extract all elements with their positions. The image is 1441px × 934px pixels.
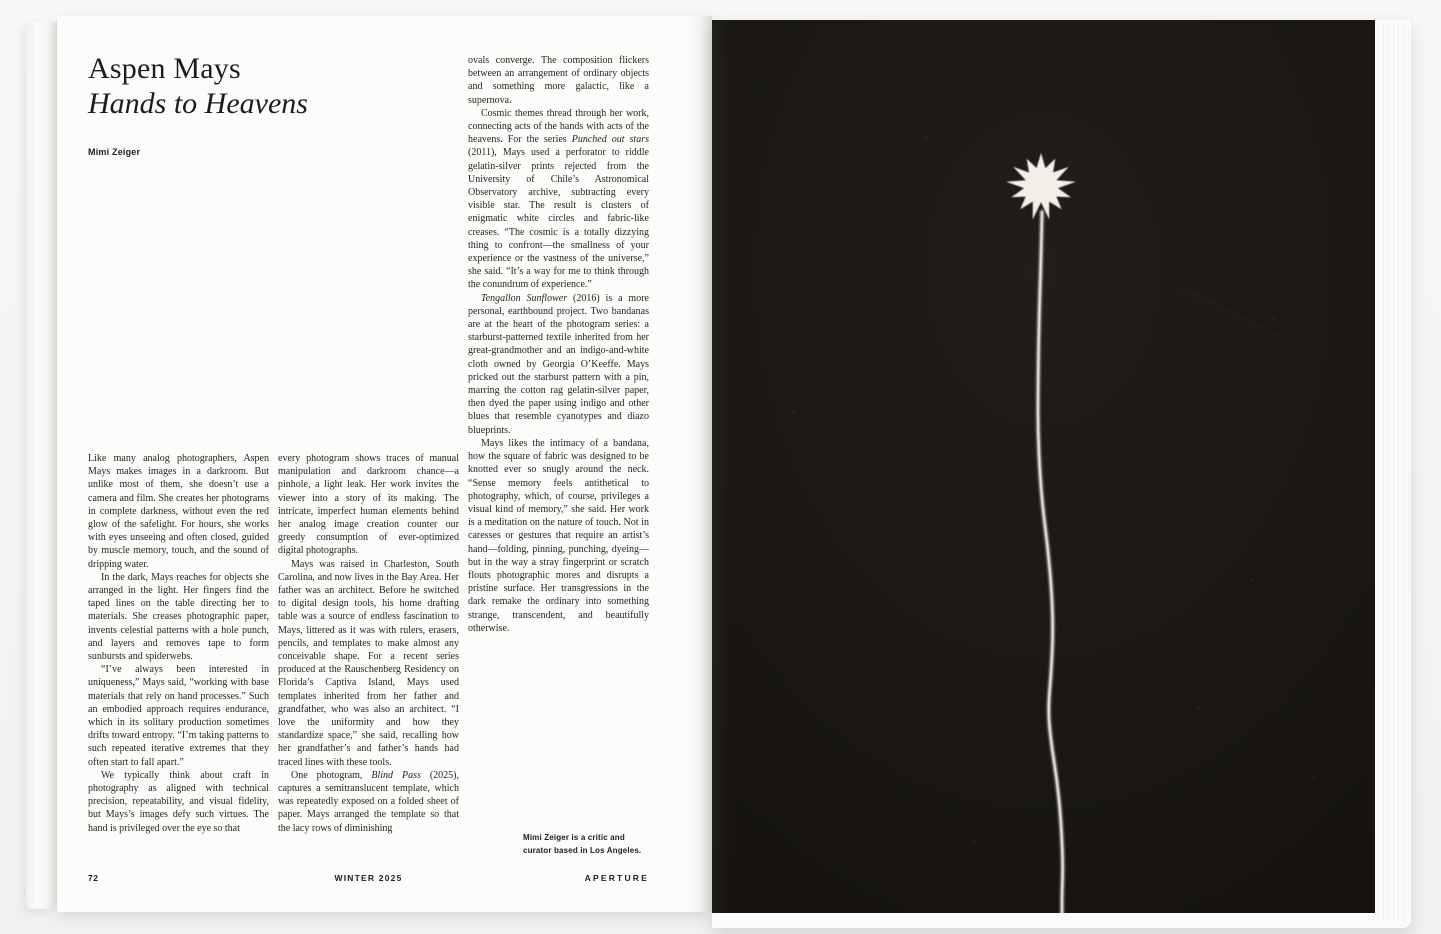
paragraph: One photogram, Blind Pass (2025), captures a semitranslucent template, which was repeatedly exposed on a folded sheet of paper. Mays arranged the template so that the lacy rows of diminishing <box>278 769 459 834</box>
paragraph: In the dark, Mays reaches for objects she arranged in the light. Her fingers find the taped lines on the table directing her to materials. She creases photographic paper, invents celestial patterns with a hole punch, and layers and removes tape to form sunbursts and spiderwebs. <box>88 571 269 663</box>
paragraph: every photogram shows traces of manual manipulation and darkroom chance—a pinhole, a light leak. Her work invites the viewer into a story of its making. The intricate, imperfect human elements behind her analog image creation counter our greedy consumption of ever-optimized digital photographs. <box>278 453 459 557</box>
article-title: Aspen Mays <box>88 52 241 85</box>
paragraph: Like many analog photographers, Aspen Mays makes images in a darkroom. But unlike most of them, she doesn’t use a camera and film. She creates her photograms in complete darkness, without even the red glow of the safelight. For hours, she works with eyes unseeing and often closed, guided by muscle memory, touch, and the sound of dripping water. <box>88 453 269 570</box>
paragraph: We typically think about craft in photography as aligned with technical precision, repeatability, and visual fidelity, but Mays’s images defy such virtues. The hand is privileged over the eye so that <box>88 769 269 834</box>
text-column-1 <box>88 452 269 835</box>
issue-label: WINTER 2025 <box>334 873 403 883</box>
page-edge-right <box>1383 24 1409 922</box>
paragraph: Mays was raised in Charleston, South Carolina, and now lives in the Bay Area. Her father was an architect. Before he switched to digital design tools, his home drafting table was a source of endless fascination to Mays, littered as it was with rulers, erasers, pencils, and templates to make almost any conceivable shape. For a recent series produced at the Rauschenberg Residency on Florida’s Captiva Island, Mays used templates inherited from her father and grandfather, who was also an architect. “I love the uniformity and how they standardize space,” she said, recalling how her grandfather’s and father’s hands had traced lines with these tools. <box>278 558 459 768</box>
page-sheen <box>712 20 1375 913</box>
text-column-3 <box>468 54 649 635</box>
page-edge-left <box>26 22 57 909</box>
article-subtitle: Hands to Heavens <box>88 87 308 120</box>
text-column-2 <box>278 452 459 835</box>
contributor-bio: Mimi Zeiger is a critic and curator based in Los Angeles. <box>523 833 642 855</box>
paragraph: Cosmic themes thread through her work, connecting acts of the hands with acts of the heavens. For the series Punched out stars (2011), Mays used a perforator to riddle gelatin-silver prints rejected from the University of Chile’s Astronomical Observatory archive, subtracting every visible star. The result is clusters of enigmatic white circles and fabric-like creases. “The cosmic is a totally dizzying thing to confront—the smallness of your experience or the vastness of the universe,” she said. “It’s a way for me to think through the conundrum of experience.” <box>468 107 649 291</box>
paragraph: ovals converge. The composition flickers between an arrangement of ordinary objects and something more galactic, like a supernova. <box>468 55 649 106</box>
byline: Mimi Zeiger <box>88 147 141 157</box>
page-number: 72 <box>88 873 99 883</box>
paragraph: “I’ve always been interested in uniqueness,” Mays said, “working with base materials that rely on hand processes.” Such an embodied approach requires endurance, which in its solitary production sometimes drifts toward entropy. “I’m taking patterns to such repeated iterative extremes that they often start to fall apart.” <box>88 664 269 768</box>
paragraph: Mays likes the intimacy of a bandana, how the square of fabric was designed to be knotted ever so snugly around the neck. “Sense memory feels antithetical to photography, which, of course, privileges a visual kind of memory,” she said. Her work is a meditation on the nature of touch. Not in caresses or gestures that require an artist’s hand—folding, pinning, punching, dyeing—but in the way a stray fingerprint or scratch flouts photographic mores and disrupts a pristine surface. Her transgressions in the dark remake the ordinary into something strange, transcendent, and beautifully otherwise. <box>468 437 649 634</box>
photogram-artwork <box>712 20 1375 913</box>
paragraph: Tengallon Sunflower (2016) is a more personal, earthbound project. Two bandanas are at the heart of the photogram series: a starburst-patterned textile inherited from her great-grandmother and an indigo-and-white cloth owned by Georgia O’Keeffe. Mays pricked out the starburst pattern with a pin, marring the cotton rag gelatin-silver paper, then dyed the paper using indigo and other blues that resemble cyanotypes and diazo blueprints. <box>468 292 649 436</box>
right-page <box>712 20 1411 928</box>
magazine-name: APERTURE <box>584 873 649 883</box>
left-page <box>57 16 712 912</box>
